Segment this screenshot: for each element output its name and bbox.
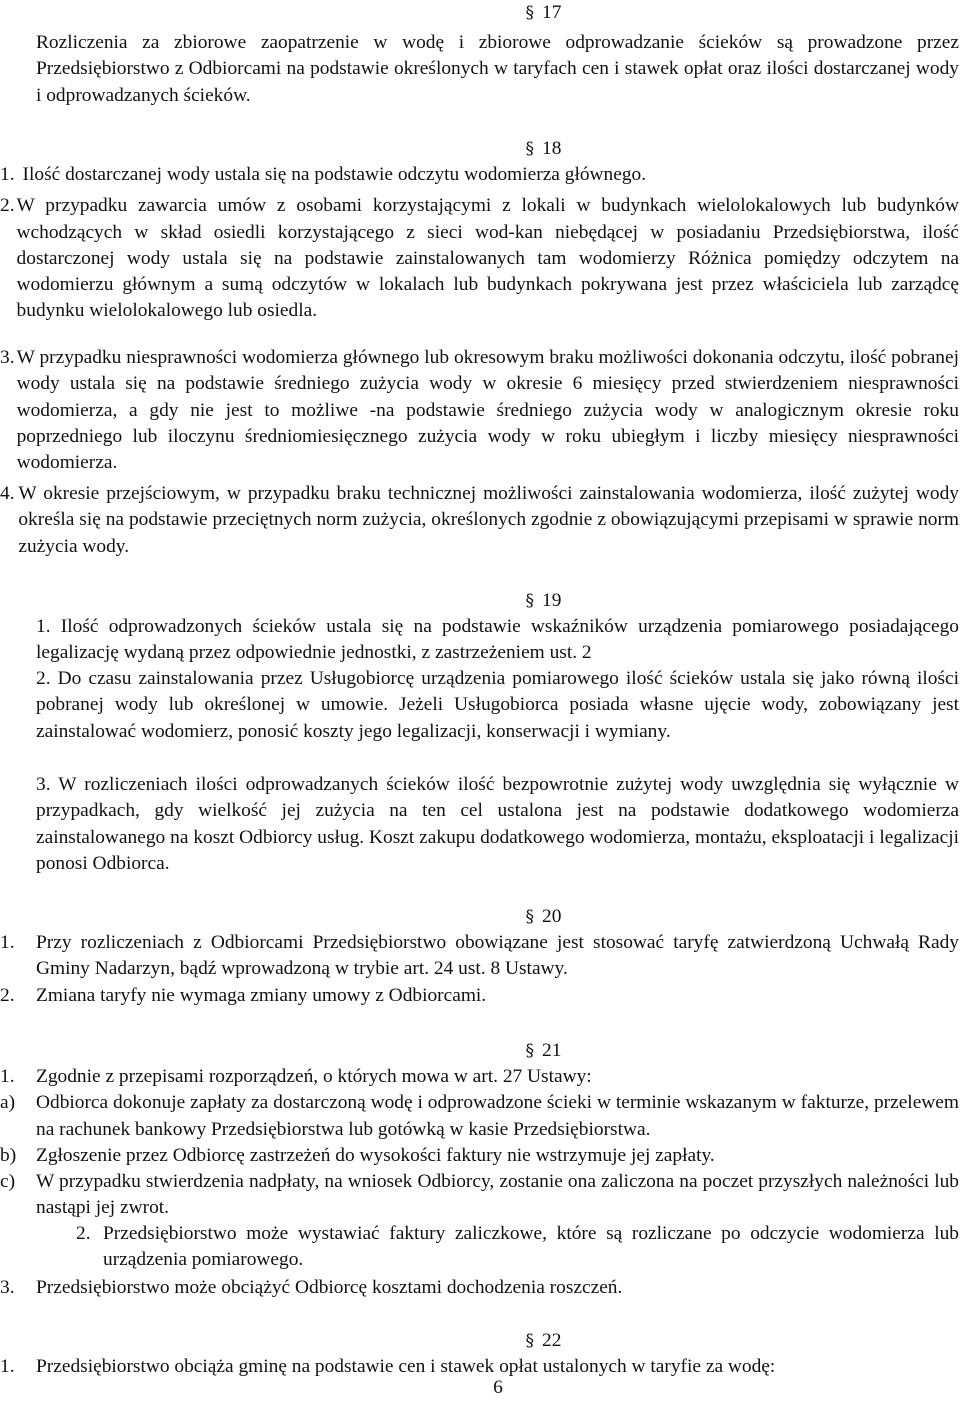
- item-number: 3.: [0, 1277, 15, 1298]
- item-text: Zgłoszenie przez Odbiorcę zastrzeżeń do wysokości faktury nie wstrzymuje jej zapłaty.: [36, 1144, 715, 1166]
- list-item: [0, 1143, 959, 1169]
- section-19-item-2: 2. Do czasu zainstalowania przez Usługobiorcę urządzenia pomiarowego ilość ścieków ustala się jako równą ilości pobranej wody lub określonej w umowie. Jeżeli Usługobiorca posiada własne ujęcie wody, zobowiązany jest zainstalować wodomierz, ponosić koszty jego legalizacji, konserwacji i wymiany.: [36, 668, 959, 742]
- section-number: 21: [542, 1040, 562, 1061]
- item-text: Przy rozliczeniach z Odbiorcami Przedsiębiorstwo obowiązane jest stosować taryfę zatwierdzoną Uchwałą Rady Gminy Nadarzyn, bądź wprowadzoną w trybie art. 24 ust. 8 Ustawy.: [36, 932, 959, 980]
- section-number: 17: [542, 2, 562, 23]
- item-text: W okresie przejściowym, w przypadku braku technicznej możliwości zainstalowania wodomierza, ilość zużytej wody określa się na podstawie przeciętnych norm zużycia, określonych zgodnie z obowiązującymi przepisami w sprawie norm zużycia wody.: [18, 483, 959, 557]
- item-letter: b): [0, 1144, 17, 1166]
- item-number: 4.: [0, 483, 15, 504]
- section-21-list: [0, 1064, 959, 1222]
- item-letter: c): [0, 1171, 16, 1193]
- item-number: 2.: [76, 1223, 91, 1244]
- section-number: 20: [542, 906, 562, 927]
- list-item: [0, 983, 959, 1009]
- item-number: 2.: [0, 195, 15, 217]
- item-text: Odbiorca dokonuje zapłaty za dostarczoną wodę i odprowadzone ścieki w terminie wskazanym w fakturze, przelewem na rachunek bankowy Przedsiębiorstwa lub gotówką w kasie Przedsiębiorstwa.: [36, 1092, 959, 1140]
- paragraph-symbol: §: [525, 1331, 535, 1351]
- list-item: [0, 930, 959, 983]
- list-item: [0, 1064, 959, 1090]
- section-heading-22: [36, 1328, 960, 1354]
- section-heading-20: [36, 904, 960, 930]
- paragraph-symbol: §: [525, 1041, 535, 1061]
- list-item: [76, 1221, 959, 1274]
- section-heading-19: [36, 588, 960, 614]
- item-number: 2.: [0, 984, 15, 1006]
- list-item: [0, 345, 959, 476]
- item-text: W przypadku niesprawności wodomierza głównego lub okresowym braku możliwości dokonania odczytu, ilość pobranej wody ustala się na podstawie średniego zużycia wody w okresie 6 miesięcy przed stwierdzeniem niesprawności wodomierza, a gdy nie jest to możliwe -na podstawie średniego zużycia wody w analogicznym okresie roku poprzedniego lub iloczynu średniomiesięcznego zużycia wody w roku ubiegłym i liczby miesięcy niesprawności wodomierza.: [16, 347, 959, 474]
- page-number: 6: [493, 1377, 503, 1398]
- item-number: 1.: [0, 164, 15, 185]
- paragraph-symbol: §: [525, 907, 535, 927]
- item-text: Zgodnie z przepisami rozporządzeń, o których mowa w art. 27 Ustawy:: [36, 1066, 592, 1087]
- list-item: [0, 481, 959, 560]
- item-text: Przedsiębiorstwo może obciążyć Odbiorcę kosztami dochodzenia roszczeń.: [36, 1277, 623, 1298]
- section-20-list: [0, 930, 959, 1009]
- section-heading-18: [36, 136, 960, 162]
- paragraph-symbol: §: [525, 139, 535, 159]
- item-letter: a): [0, 1092, 16, 1114]
- item-number: 1.: [0, 932, 15, 953]
- list-item: [0, 162, 959, 188]
- list-item: [0, 1169, 959, 1222]
- section-18-list-c: [0, 481, 959, 560]
- section-number: 19: [542, 590, 562, 611]
- section-number: 22: [542, 1330, 562, 1351]
- list-item: [0, 1275, 959, 1301]
- item-text: Ilość dostarczanej wody ustala się na podstawie odczytu wodomierza głównego.: [22, 164, 647, 185]
- item-text: Przedsiębiorstwo obciąża gminę na podstawie cen i stawek opłat ustalonych w taryfie za wodę:: [36, 1356, 776, 1377]
- list-item: [0, 1090, 959, 1143]
- section-number: 18: [542, 138, 562, 159]
- section-19-item-3: 3. W rozliczeniach ilości odprowadzanych ścieków ilość bezpowrotnie zużytej wody uwzględnia się wyłącznie w przypadkach, gdy wielkość jej zużycia na ten cel ustalona jest na podstawie dodatkowego wodomierza zainstalowanego na koszt Odbiorcy usług. Koszt zakupu dodatkowego wodomierza, montażu, eksploatacji i legalizacji ponosi Odbiorca.: [36, 774, 959, 874]
- section-heading-21: [36, 1038, 960, 1064]
- section-21-item-2: [76, 1221, 959, 1274]
- paragraph-symbol: §: [525, 591, 535, 611]
- section-18-list-b: [0, 345, 959, 476]
- item-text: W przypadku stwierdzenia nadpłaty, na wniosek Odbiorcy, zostanie ona zaliczona na poczet przyszłych należności lub nastąpi jej zwrot.: [36, 1171, 959, 1219]
- section-18-list: [0, 162, 959, 325]
- list-item: [0, 193, 959, 324]
- item-number: 1.: [0, 1066, 15, 1087]
- item-text: Przedsiębiorstwo może wystawiać faktury zaliczkowe, które są rozliczane po odczycie wodomierza lub urządzenia pomiarowego.: [103, 1223, 959, 1271]
- item-number: 1.: [0, 1356, 15, 1377]
- section-heading-17: [36, 0, 960, 26]
- section-21-item-3: [0, 1275, 959, 1301]
- item-number: 3.: [0, 347, 15, 368]
- section-19-item-1: 1. Ilość odprowadzonych ścieków ustala się na podstawie wskaźników urządzenia pomiarowego posiadającego legalizację wydaną przez odpowiednie jednostki, z zastrzeżeniem ust. 2: [36, 616, 959, 664]
- section-17-text: Rozliczenia za zbiorowe zaopatrzenie w wodę i zbiorowe odprowadzanie ścieków są prowadzone przez Przedsiębiorstwo z Odbiorcami na podstawie określonych w taryfach cen i stawek opłat oraz ilości dostarczanej wody i odprowadzanych ścieków.: [36, 32, 959, 106]
- item-text: W przypadku zawarcia umów z osobami korzystającymi z lokali w budynkach wielolokalowych lub budynków wchodzących w skład osiedli korzystającego z sieci wod-kan niebędącej w posiadaniu Przedsiębiorstwa, ilość dostarczonej wody ustala się na podstawie zainstalowanych tam wodomierzy Różnica pomiędzy odczytem na wodomierzu głównym a sumą odczytów w lokalach lub budynkach pokrywana jest przez właściciela lub zarządcę budynku wielolokalowego lub osiedla.: [16, 195, 959, 322]
- paragraph-symbol: §: [525, 3, 535, 23]
- item-text: Zmiana taryfy nie wymaga zmiany umowy z Odbiorcami.: [36, 984, 487, 1006]
